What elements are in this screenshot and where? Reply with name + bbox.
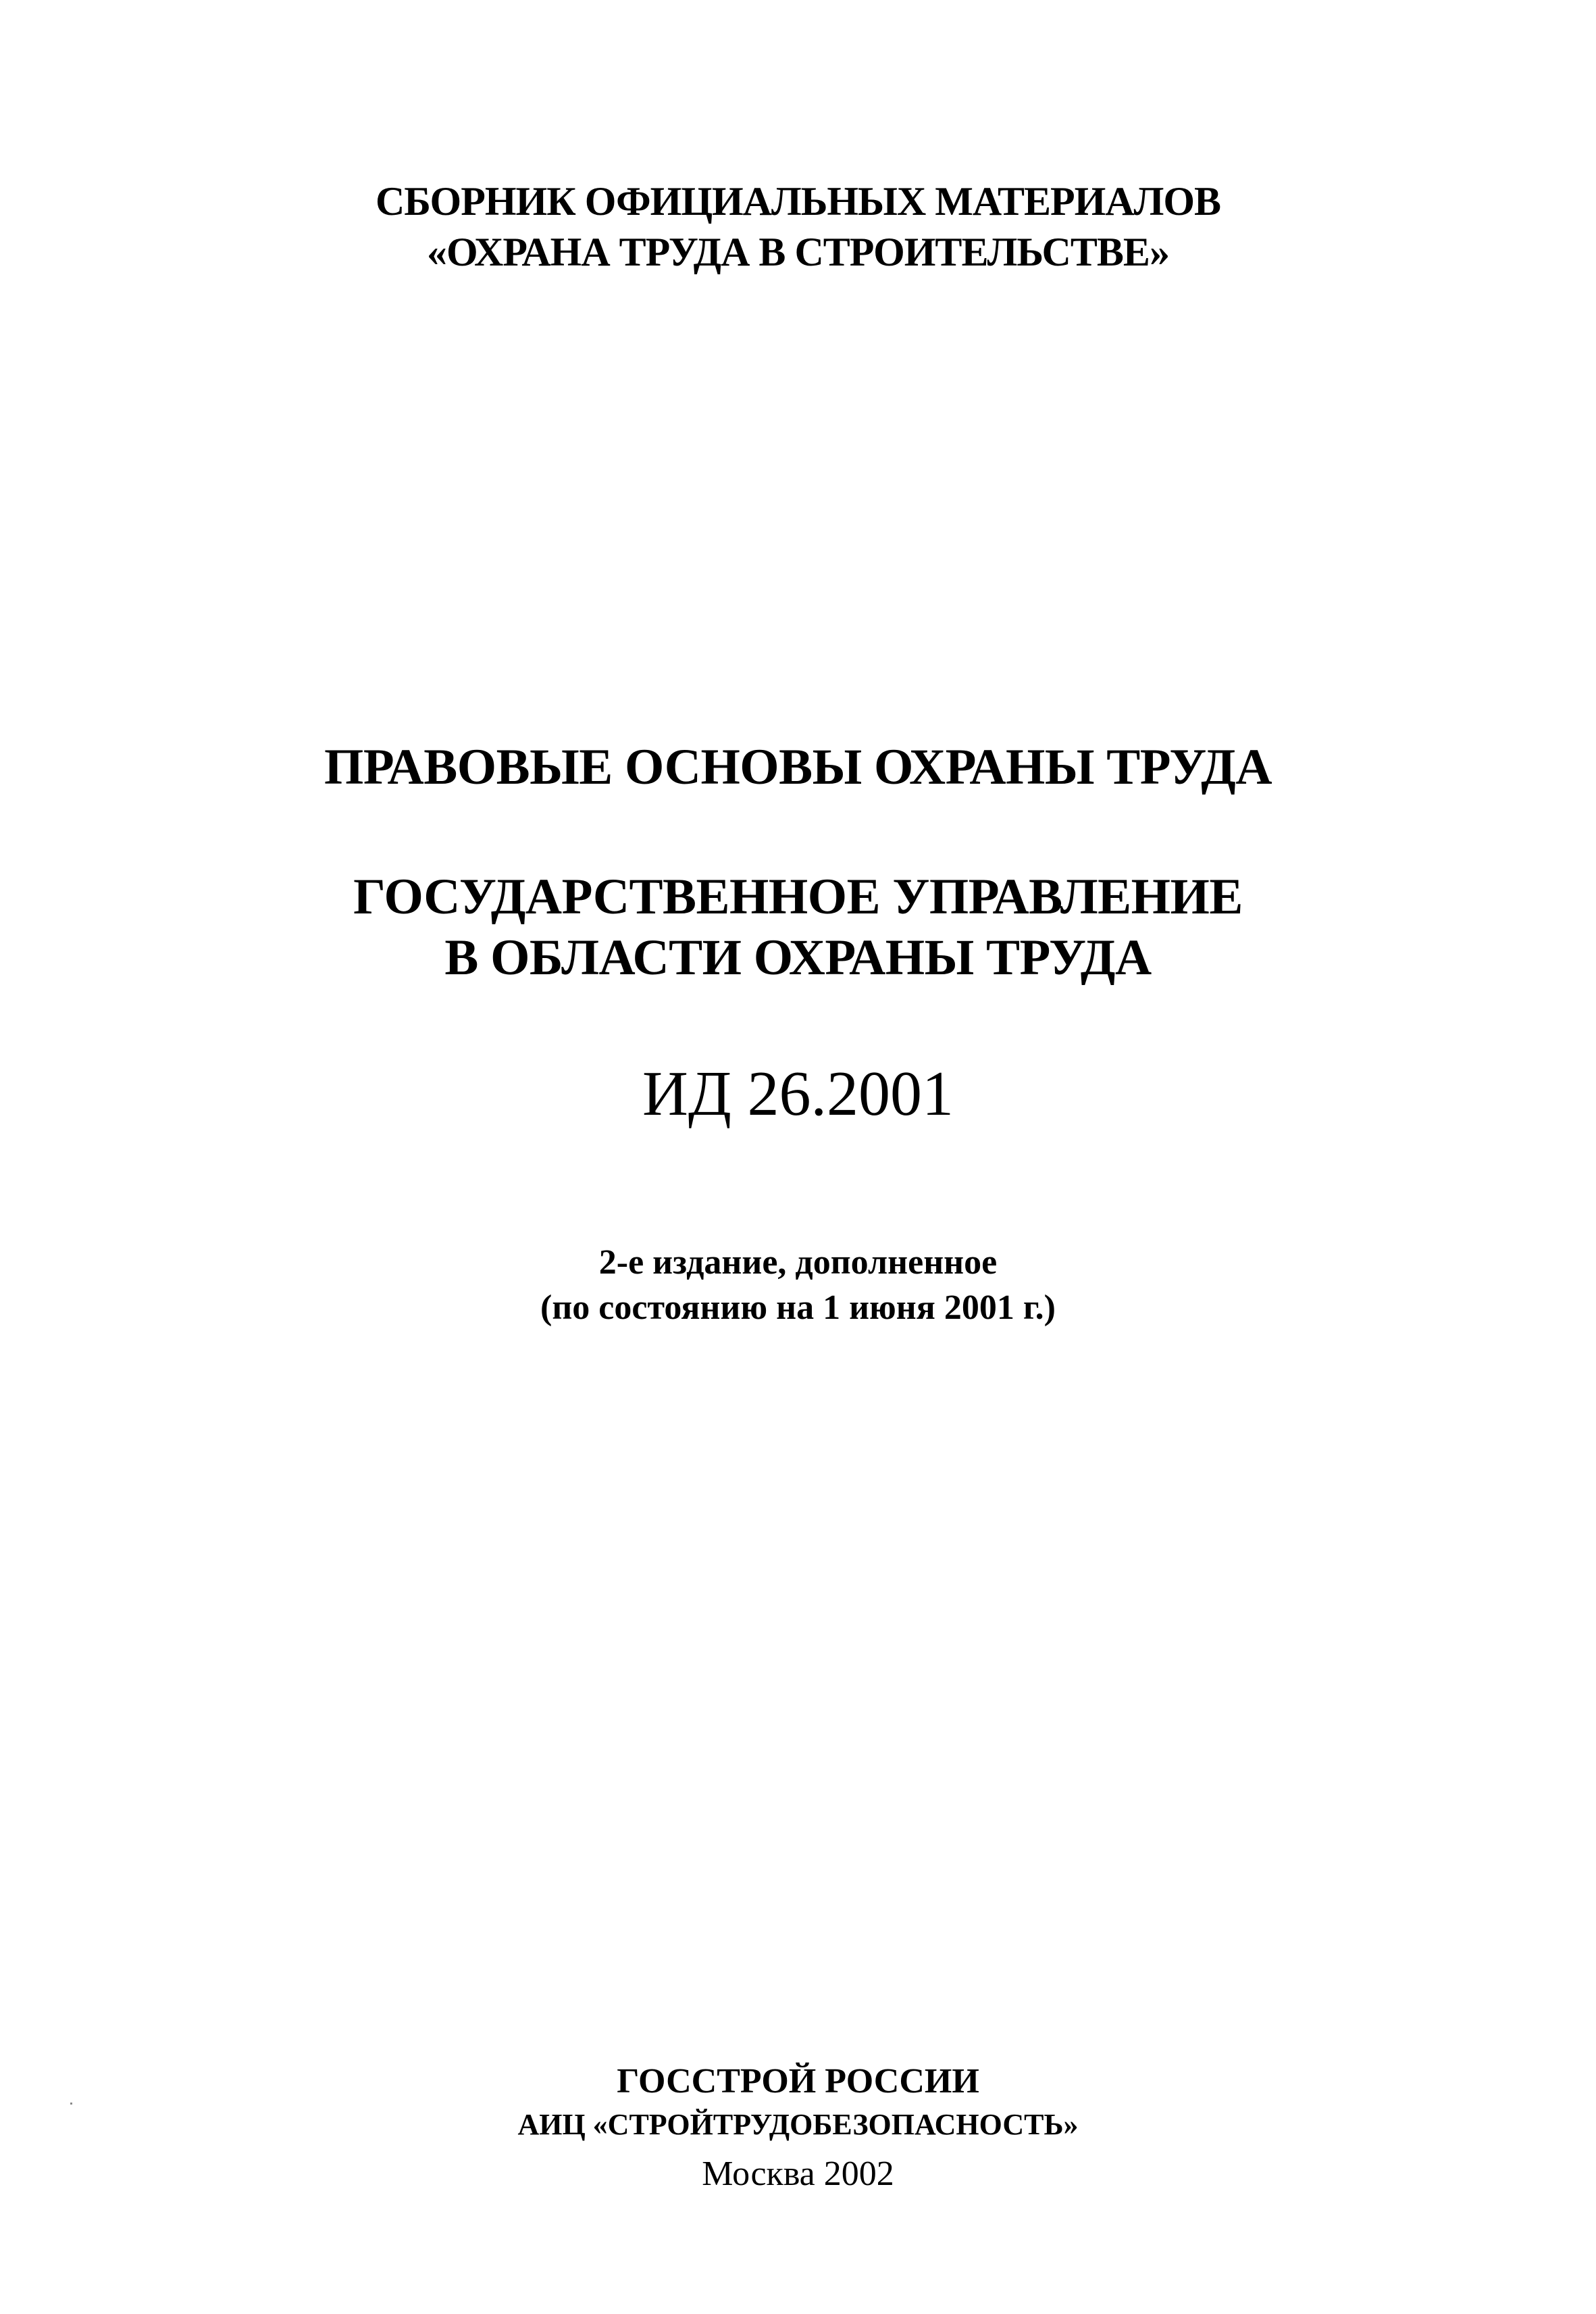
subtitle-line-2: В ОБЛАСТИ ОХРАНЫ ТРУДА (444, 930, 1152, 986)
document-id: ИД 26.2001 (642, 1059, 954, 1129)
series-title-line-2: «ОХРАНА ТРУДА В СТРОИТЕЛЬСТВЕ» (427, 230, 1169, 274)
publisher-line-1: ГОССТРОЙ РОССИИ (617, 2062, 979, 2101)
place-and-year: Москва 2002 (702, 2155, 894, 2193)
publisher-line-2: АИЦ «СТРОЙТРУДОБЕЗОПАСНОСТЬ» (517, 2108, 1079, 2141)
subtitle-line-1: ГОСУДАРСТВЕННОЕ УПРАВЛЕНИЕ (353, 869, 1243, 925)
edition-line-1: 2-е издание, дополненное (598, 1243, 998, 1282)
edition-line-2: (по состоянию на 1 июня 2001 г.) (540, 1288, 1056, 1327)
main-title: ПРАВОВЫЕ ОСНОВЫ ОХРАНЫ ТРУДА (324, 739, 1272, 795)
series-title-line-1: СБОРНИК ОФИЦИАЛЬНЫХ МАТЕРИАЛОВ (375, 179, 1221, 224)
scan-speck (70, 2103, 72, 2105)
